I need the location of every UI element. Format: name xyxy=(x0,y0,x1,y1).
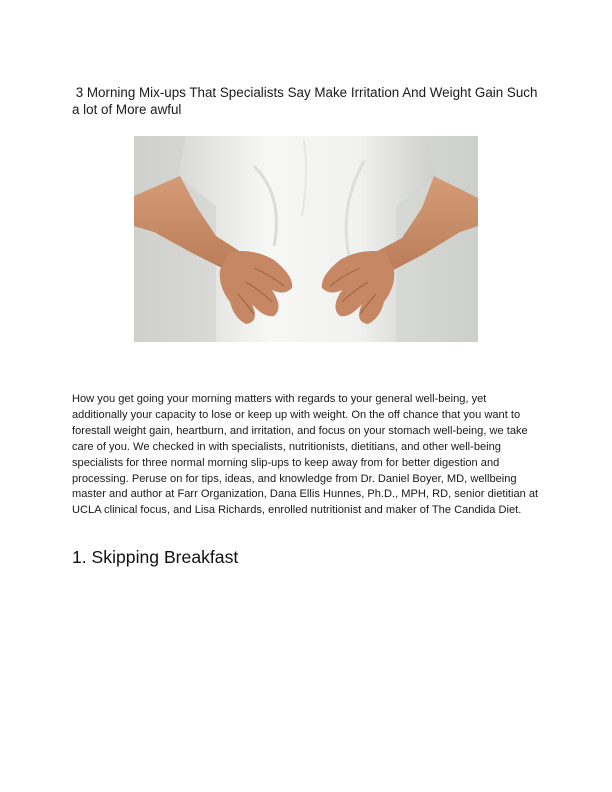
article-paragraph: How you get going your morning matters with regards to your general well-being, yet additionally your capacity to lose or keep up with weight. On the off chance that you want to forestall weight gain, heartburn, and irritation, and focus on your stomach well-being, we take care of you. We checked in with specialists, nutritionists, dietitians, and other well-being specialists for three normal morning slip-ups to keep away from for better digestion and processing. Peruse on for tips, ideas, and knowledge from Dr. Daniel Boyer, MD, wellbeing master and author at Farr Organization, Dana Ellis Hunnes, Ph.D., MPH, RD, senior dietitian at UCLA clinical focus, and Lisa Richards, enrolled nutritionist and maker of The Candida Diet. xyxy=(72,393,539,517)
article-title: 3 Morning Mix-ups That Specialists Say Make Irritation And Weight Gain Such a lot of More awful xyxy=(72,85,542,117)
section-heading: 1. Skipping Breakfast xyxy=(72,547,239,567)
article-photo xyxy=(134,136,478,342)
person-holding-stomach-illustration xyxy=(134,136,478,342)
